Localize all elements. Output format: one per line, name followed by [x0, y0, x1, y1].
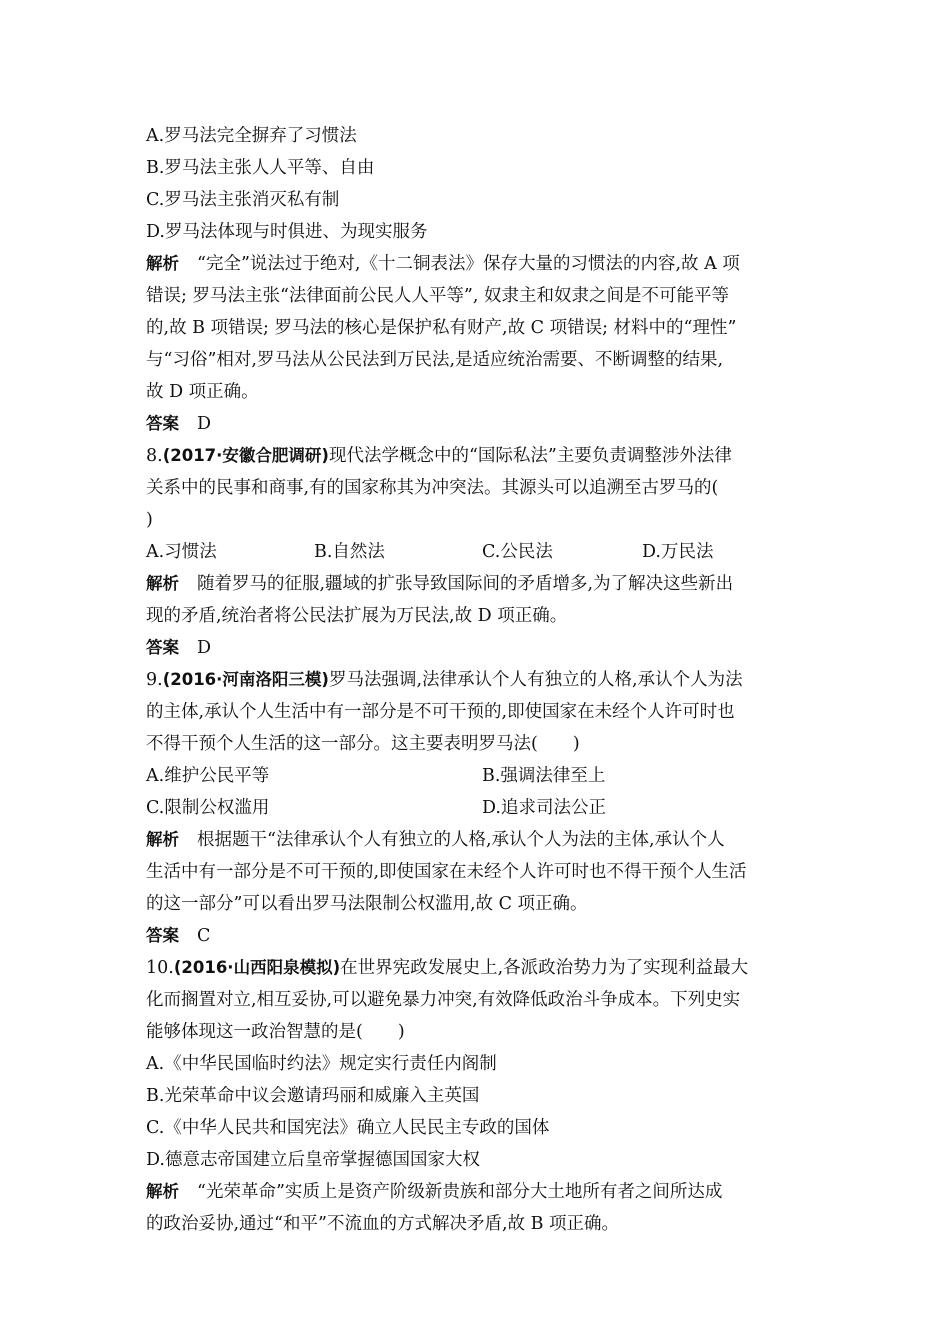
- q9-options-row-2: [146, 792, 808, 824]
- q9-source: (2016·河南洛阳三模): [162, 670, 329, 689]
- q7-option-b: B.罗马法主张人人平等、自由: [146, 158, 375, 178]
- q8-option-d: D.万民法: [642, 542, 714, 562]
- q8-analysis-line-1: 解析 随着罗马的征服,疆域的扩张导致国际间的矛盾增多,为了解决这些新出: [146, 574, 734, 594]
- q9-stem-line-1: 9.(2016·河南洛阳三模)罗马法强调,法律承认个人有独立的人格,承认个人为法: [146, 670, 743, 690]
- q9-options-row-1: [146, 760, 808, 792]
- q7-answer: [146, 408, 808, 440]
- q8-stem-line-1: 8.(2017·安徽合肥调研)现代法学概念中的“国际私法”主要负责调整涉外法律: [146, 446, 732, 466]
- q8-options: [146, 536, 808, 568]
- q10-option-b: B.光荣革命中议会邀请玛丽和威廉入主英国: [146, 1086, 480, 1106]
- q8-answer-label: 答案: [146, 638, 179, 657]
- q8-answer-value: D: [197, 638, 212, 658]
- q7-analysis-line-2: 错误; 罗马法主张“法律面前公民人人平等”, 奴隶主和奴隶之间是不可能平等: [146, 286, 729, 306]
- q9-analysis-line-2: 生活中有一部分是不可干预的,即使国家在未经个人许可时也不得干预个人生活: [146, 862, 747, 882]
- q7-option-c: C.罗马法主张消灭私有制: [146, 190, 340, 210]
- q9-answer: [146, 920, 808, 952]
- q10-option-c: C.《中华人民共和国宪法》确立人民民主专政的国体: [146, 1118, 550, 1138]
- q10-number: 10.: [146, 958, 174, 978]
- q8-number: 8.: [146, 446, 163, 466]
- q10-option-a: A.《中华民国临时约法》规定实行责任内阁制: [146, 1054, 497, 1074]
- q7-option-d: D.罗马法体现与时俱进、为现实服务: [146, 222, 428, 242]
- q7-analysis-line-3: 的,故 B 项错误; 罗马法的核心是保护私有财产,故 C 项错误; 材料中的“理性”: [146, 318, 737, 338]
- q9-analysis-label: 解析: [146, 830, 179, 849]
- q7-analysis-line-5: 故 D 项正确。: [146, 382, 259, 402]
- q9-answer-label: 答案: [146, 926, 179, 945]
- q9-option-d: D.追求司法公正: [482, 798, 606, 818]
- q10-stem-line-3: 能够体现这一政治智慧的是( ): [146, 1022, 405, 1042]
- q9-stem-line-3: 不得干预个人生活的这一部分。这主要表明罗马法( ): [146, 734, 580, 754]
- q8-stem-line-2: 关系中的民事和商事,有的国家称其为冲突法。其源头可以追溯至古罗马的(: [146, 478, 719, 498]
- q7-analysis-label: 解析: [146, 254, 179, 273]
- q9-stem-line-2: 的主体,承认个人生活中有一部分是不可干预的,即使国家在未经个人许可时也: [146, 702, 735, 722]
- q10-analysis-label: 解析: [146, 1182, 179, 1201]
- q9-option-b: B.强调法律至上: [482, 766, 606, 786]
- q10-analysis-line-2: 的政治妥协,通过“和平”不流血的方式解决矛盾,故 B 项正确。: [146, 1214, 620, 1234]
- q8-answer: [146, 632, 808, 664]
- q10-source: (2016·山西阳泉模拟): [173, 958, 341, 977]
- q8-analysis-label: 解析: [146, 574, 179, 593]
- q7-answer-value: D: [197, 414, 212, 434]
- q8-source: (2017·安徽合肥调研): [162, 446, 329, 465]
- q9-answer-value: C: [197, 926, 211, 946]
- q8-option-a: A.习惯法: [146, 542, 217, 562]
- q7-analysis-line-4: 与“习俗”相对,罗马法从公民法到万民法,是适应统治需要、不断调整的结果,: [146, 350, 724, 370]
- q7-option-a: A.罗马法完全摒弃了习惯法: [146, 126, 357, 146]
- q8-option-c: C.公民法: [482, 542, 553, 562]
- q7-analysis-line-1: 解析 “完全”说法过于绝对,《十二铜表法》保存大量的习惯法的内容,故 A 项: [146, 254, 740, 274]
- q10-analysis-line-1: 解析 “光荣革命”实质上是资产阶级新贵族和部分大土地所有者之间所达成: [146, 1182, 723, 1202]
- q10-stem-line-1: 10.(2016·山西阳泉模拟)在世界宪政发展史上,各派政治势力为了实现利益最大: [146, 958, 749, 978]
- q9-analysis-line-3: 的这一部分”可以看出罗马法限制公权滥用,故 C 项正确。: [146, 894, 588, 914]
- q10-option-d: D.德意志帝国建立后皇帝掌握德国国家大权: [146, 1150, 480, 1170]
- q8-option-b: B.自然法: [314, 542, 385, 562]
- q8-analysis-line-2: 现的矛盾,统治者将公民法扩展为万民法,故 D 项正确。: [146, 606, 568, 626]
- q7-answer-label: 答案: [146, 414, 179, 433]
- q8-stem-line-3: ): [146, 510, 153, 530]
- document-content: [146, 120, 808, 1240]
- q10-stem-line-2: 化而搁置对立,相互妥协,可以避免暴力冲突,有效降低政治斗争成本。下列史实: [146, 990, 741, 1010]
- q9-number: 9.: [146, 670, 163, 690]
- q9-option-c: C.限制公权滥用: [146, 798, 270, 818]
- q9-option-a: A.维护公民平等: [146, 766, 270, 786]
- q9-analysis-line-1: 解析 根据题干“法律承认个人有独立的人格,承认个人为法的主体,承认个人: [146, 830, 725, 850]
